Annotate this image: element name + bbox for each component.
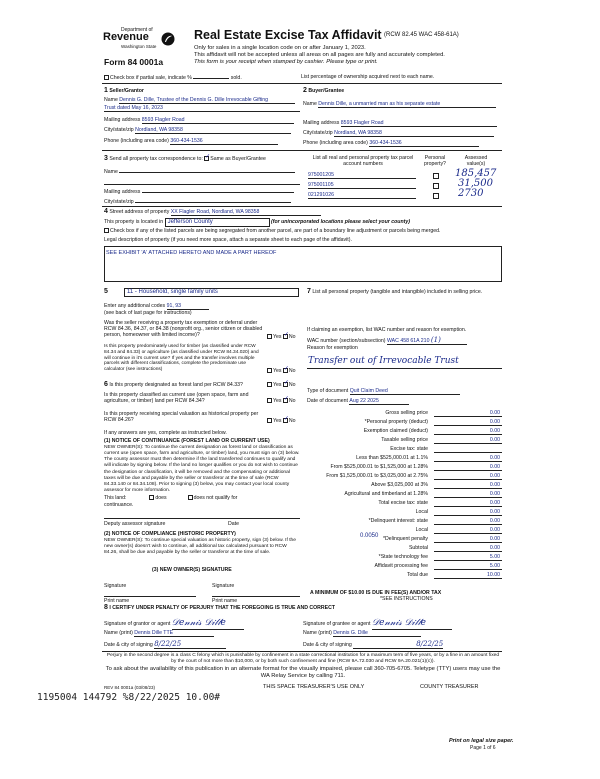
local-rate: 0.0050 xyxy=(360,533,379,539)
doc-type-value[interactable]: Quit Claim Deed xyxy=(350,388,460,395)
tax-row-label: Taxable selling price xyxy=(381,437,428,443)
assessed-value[interactable]: 31,500 xyxy=(458,178,493,189)
header-sub1: Only for sales in a single location code on or after January 1, 2023. xyxy=(194,45,366,51)
exemption-no-checkbox[interactable] xyxy=(283,334,288,339)
buyer-mailing-value[interactable]: 8593 Flagler Road xyxy=(341,120,497,127)
grantor-sig-row xyxy=(104,618,244,630)
seller-city-value[interactable]: Nordland, WA 98358 xyxy=(135,127,291,134)
parcel-row xyxy=(308,188,500,202)
buyer-heading-num: 2 xyxy=(303,87,307,94)
reason-value[interactable]: Transfer out of Irrevocable Trust xyxy=(308,356,459,366)
tax-row xyxy=(310,554,502,563)
tax-row-label: Gross selling price xyxy=(385,410,428,416)
certify-label: I CERTIFY UNDER PENALTY OF PERJURY THAT THE FOREGOING IS TRUE AND CORRECT xyxy=(109,605,336,611)
notice2-title: (2) NOTICE OF COMPLIANCE (HISTORIC PROPERTY) xyxy=(104,531,236,537)
corr-name-row xyxy=(104,168,295,175)
corr-name-label: Name xyxy=(104,169,118,175)
dept-line1: Department of xyxy=(121,27,153,33)
reason-label: Reason for exemption xyxy=(307,345,358,351)
tax-row-value[interactable]: 10.00 xyxy=(434,572,502,579)
buyer-phone-value[interactable]: 360-434-1536 xyxy=(369,140,479,147)
corr-mailing-value[interactable] xyxy=(142,188,294,193)
land-use-select[interactable]: 11 - Household, single family units xyxy=(124,288,299,297)
parcels-col1: List all real and personal property tax parcel account numbers xyxy=(312,155,414,168)
tax-row xyxy=(310,419,502,428)
tax-row-label: Local xyxy=(415,527,428,533)
partial-sale-sold: sold. xyxy=(230,75,242,81)
corr-city-label: City/state/zip xyxy=(104,199,134,205)
perjury-notice: Perjury in the second degree is a class C felony which is punishable by confinement in a state correctional institution for a maximum term of five years, or by a fine in an amount fixed by the court of not more than $10,000, or by both such confinement and fine (RCW 9A.72.030 and RCW 9A.20.021(1)(c)). xyxy=(106,653,500,664)
grantee-date-value[interactable]: 8/22/25 xyxy=(353,640,443,649)
page-number: Page 1 of 6 xyxy=(470,745,496,751)
seller-phone-label: Phone (including area code) xyxy=(104,138,169,144)
timber-no-checkbox[interactable] xyxy=(283,368,288,373)
doc-date-label: Date of document xyxy=(307,398,348,404)
agency-logo xyxy=(103,27,183,57)
legal-description-value: SEE EXHIBIT 'A' ATTACHED HERETO AND MADE A PART HEREOF xyxy=(106,250,277,256)
current-use-question: Is this property classified as current use (open space, farm and agriculture, or timber) land per RCW 84.34? xyxy=(104,392,249,405)
seller-phone-row xyxy=(104,138,278,145)
street-value[interactable]: XX Flagler Road, Nordland, WA 98358 xyxy=(171,209,321,216)
legal-label: Legal description of property (if you need more space, attach a separate sheet to each page of the affidavit). xyxy=(104,237,352,243)
street-row xyxy=(104,208,321,216)
grantor-name-row xyxy=(104,630,214,637)
timber-question: Is this property predominately used for timber (as classified under RCW 84.34 and 84.33) or agriculture (as classified under RCW 84.34.020) and will continue in it's current use? If yes and the transfer involves multiple parcels with different classifications, complete the predominate use calculator (see instructions) xyxy=(104,344,259,372)
deputy-date-label: Date xyxy=(228,521,239,527)
tax-row-value[interactable]: 0.00 xyxy=(434,464,502,471)
additional-codes-value[interactable]: 91, 93 xyxy=(167,303,209,310)
tax-row xyxy=(310,518,502,527)
tax-row-value[interactable]: 0.00 xyxy=(434,509,502,516)
tax-row-label: *State technology fee xyxy=(378,554,428,560)
buyer-name-label: Name xyxy=(303,101,317,107)
land-does-not-checkbox[interactable] xyxy=(188,495,193,500)
additional-codes-label: Enter any additional codes xyxy=(104,303,166,309)
wac-value[interactable] xyxy=(387,336,467,345)
signature-label-2: Signature xyxy=(212,583,235,589)
correspondence-num: 3 xyxy=(104,155,108,162)
same-as-buyer-label: Same as Buyer/Grantee xyxy=(210,156,266,162)
partial-sale-checkbox[interactable] xyxy=(104,75,109,80)
tax-row xyxy=(310,500,502,509)
tax-row-value[interactable] xyxy=(434,446,502,453)
personal-property-label: List all personal property (tangible and intangible) included in selling price. xyxy=(312,289,483,295)
buyer-heading-label: Buyer/Grantee xyxy=(308,88,345,94)
corr-mailing-label: Mailing address xyxy=(104,189,141,195)
legal-description-field[interactable] xyxy=(104,246,502,282)
section8-num: 8 xyxy=(104,604,108,611)
wac-label: WAC number (section/subsection) xyxy=(307,338,386,344)
wac-value-hand: (1) xyxy=(430,336,441,344)
tax-row-value[interactable]: 0.00 xyxy=(434,500,502,507)
tax-row-value[interactable]: 0.00 xyxy=(434,419,502,426)
historic-no-checkbox[interactable] xyxy=(283,418,288,423)
grantee-date-row xyxy=(303,640,443,649)
exemption-yes-no xyxy=(267,334,296,340)
form-title-ref: (RCW 82.45 WAC 458-61A) xyxy=(384,32,459,38)
exemption-claim-label: If claiming an exemption, list WAC number and reason for exemption. xyxy=(307,327,467,333)
notice1-body: NEW OWNER(S): To continue the current designation as forest land or classification as current use (open space, farm and agriculture, or timber) land, you must sign on (3) below. The county assessor must then determine if the land transferred continues to qualify and will indicate by signing below. If the land no longer qualifies or you do not wish to continue the designation or classification, it will be removed and the compensating or additional taxes will be due and payable by the seller or transferor at the time of sale (RCW 84.33.140 or 84.34.108). Prior to signing (3) below, you may contact your local county assessor for more information. xyxy=(104,445,300,493)
deputy-signature-label: Deputy assessor signature xyxy=(104,521,166,527)
section6-num: 6 xyxy=(104,381,108,388)
buyer-heading xyxy=(303,87,344,95)
header-sub2: This affidavit will not be accepted unless all areas on all pages are fully and accurately completed. xyxy=(194,52,445,58)
tax-row-label: *Personal property (deduct) xyxy=(364,419,428,425)
buyer-phone-row xyxy=(303,140,479,147)
segregated-checkbox[interactable] xyxy=(104,228,109,233)
seller-phone-value[interactable]: 360-434-1536 xyxy=(170,138,278,145)
forest-yes-no xyxy=(267,382,296,388)
buyer-mailing-row xyxy=(303,120,497,127)
personal-property-checkbox[interactable] xyxy=(433,173,439,179)
grantee-sig-row xyxy=(303,618,452,630)
tax-row-label: Excise tax: state xyxy=(390,446,428,452)
grantor-date-value[interactable]: 8/22/25 xyxy=(154,640,226,649)
correspondence-row xyxy=(104,155,266,163)
yes-label: Yes xyxy=(273,382,282,388)
tax-row xyxy=(310,437,502,446)
header-sub3: This form is your receipt when stamped by cashier. Please type or print. xyxy=(194,59,378,65)
tax-row-label: Affidavit processing fee xyxy=(374,563,428,569)
forest-no-checkbox[interactable] xyxy=(283,382,288,387)
personal-property-checkbox[interactable] xyxy=(433,193,439,199)
timber-yes-checkbox[interactable] xyxy=(267,368,272,373)
grantor-date-row xyxy=(104,640,226,649)
notice2-body: NEW OWNER(S): To continue special valuation as historic property, sign (3) below. If the new owner(s) doesn't wish to continue, all additional tax calculated pursuant to RCW 84.26, shall be due and payable by the seller or transferor at the time of sale. xyxy=(104,538,296,556)
buyer-city-value[interactable]: Nordland, WA 98358 xyxy=(334,130,494,137)
tax-row-label: Less than $525,000.01 at 1.1% xyxy=(356,455,428,461)
buyer-city-label: City/state/zip xyxy=(303,130,333,136)
current-use-yes-checkbox[interactable] xyxy=(267,398,272,403)
this-land-label: This land: xyxy=(104,495,127,501)
seller-mailing-label: Mailing address xyxy=(104,117,141,123)
forest-question: Is this property designated as forest land per RCW 84.33? xyxy=(109,382,243,388)
print-name-label-1: Print name xyxy=(104,598,130,604)
section7-num: 7 xyxy=(307,288,311,295)
dept-state: Washington State xyxy=(121,44,157,49)
tax-row xyxy=(310,563,502,572)
tax-row-label: Total excise tax: state xyxy=(378,500,428,506)
tax-row xyxy=(310,410,502,419)
buyer-city-row xyxy=(303,130,494,137)
form-number: Form 84 0001a xyxy=(104,57,164,67)
section5-num: 5 xyxy=(104,288,108,295)
parcel-number[interactable]: 975001105 xyxy=(308,182,416,189)
tax-row-label: Local xyxy=(415,509,428,515)
tax-row xyxy=(310,428,502,437)
partial-sale-percent[interactable] xyxy=(193,74,229,79)
timber-yes-no xyxy=(267,368,296,374)
section4-num: 4 xyxy=(104,208,108,215)
buyer-name-row xyxy=(303,101,496,108)
tax-row-label: *Delinquent penalty xyxy=(383,536,428,542)
signature-label-1: Signature xyxy=(104,583,127,589)
seller-heading-label: Seller/Grantor xyxy=(109,88,144,94)
grantee-name-label: Name (print) xyxy=(303,630,332,636)
forest-yes-checkbox[interactable] xyxy=(267,382,272,387)
grantor-date-label: Date & city of signing xyxy=(104,642,153,648)
dept-revenue: Revenue xyxy=(103,31,149,43)
revenue-logo-icon xyxy=(161,32,175,46)
doc-date-row xyxy=(307,398,409,405)
minimum-due-note: A MINIMUM OF $10.00 IS DUE IN FEE(S) AND/OR TAX xyxy=(310,590,442,596)
historic-yes-no xyxy=(267,418,296,424)
tax-row xyxy=(310,509,502,518)
seller-mailing-row xyxy=(104,117,294,124)
tax-row-value[interactable]: 0.00 xyxy=(434,410,502,417)
personal-property-row xyxy=(307,288,503,296)
county-select[interactable]: Jefferson County xyxy=(165,218,270,227)
segregated-label: Check box if any of the listed parcels are being segregated from another parcel, are part of a boundary line adjustment or parcels being merged. xyxy=(110,228,441,234)
partial-sale-label: Check box if partial sale, indicate % xyxy=(110,75,192,81)
grantor-signature[interactable]: 𝒟𝑒𝓃𝓃𝒾𝓈 𝒟𝒾𝓁𝓁𝑒 xyxy=(172,618,244,630)
wac-row xyxy=(307,336,467,345)
parcels-col2: Personal property? xyxy=(424,155,446,168)
certify-row xyxy=(104,604,335,612)
parcel-number[interactable]: 975001205 xyxy=(308,172,416,179)
tax-row-value[interactable]: 0.00 xyxy=(434,536,502,543)
assessed-value[interactable]: 185,457 xyxy=(455,168,497,179)
grantee-signature[interactable]: 𝒟𝑒𝓃𝓃𝒾𝓈 𝒟𝒾𝓁𝓁𝑒 xyxy=(372,618,452,630)
exemption-yes-checkbox[interactable] xyxy=(267,334,272,339)
tax-row-value[interactable]: 5.00 xyxy=(434,554,502,561)
tax-row-value[interactable]: 0.00 xyxy=(434,428,502,435)
land-does-not-label: does not qualify for xyxy=(193,495,238,501)
land-does-label: does xyxy=(155,495,167,501)
corr-mailing-row xyxy=(104,188,294,195)
tax-row-label: Exemption claimed (deduct) xyxy=(363,428,428,434)
grantee-name-value[interactable]: Dennis G. Dille xyxy=(333,630,421,637)
if-yes-note: If any answers are yes, complete as instructed below. xyxy=(104,430,227,436)
tax-row xyxy=(310,473,502,482)
tax-row-label: *Delinquent interest: state xyxy=(368,518,428,524)
corr-city-value[interactable] xyxy=(135,198,291,203)
tax-row-value[interactable]: 0.00 xyxy=(434,455,502,462)
this-land-row xyxy=(104,495,300,501)
current-use-no-checkbox[interactable] xyxy=(283,398,288,403)
cashier-stamp: 1195004 144792 %8/22/2025 10.00# xyxy=(37,692,221,703)
personal-property-checkbox[interactable] xyxy=(433,183,439,189)
seller-heading-num: 1 xyxy=(104,87,108,94)
seller-mailing-value[interactable]: 8593 Flagler Road xyxy=(142,117,294,124)
parcel-number[interactable]: 021291026 xyxy=(308,192,416,199)
tax-row xyxy=(310,491,502,500)
corr-name-line2[interactable] xyxy=(104,180,300,185)
tax-row xyxy=(310,446,502,455)
print-name-label-2: Print name xyxy=(212,598,238,604)
parcels-col3: Assessed value(s) xyxy=(464,155,488,168)
county-row xyxy=(104,218,410,227)
no-label: No xyxy=(288,398,296,404)
exemption-question: Was the seller receiving a property tax exemption or deferral under RCW 84.36, 84.37, or 84.38 (nonprofit org., senior citizen or disabled person, homeowner with limited income)? xyxy=(104,320,263,339)
tax-row xyxy=(310,482,502,491)
no-label: No xyxy=(288,368,296,374)
doc-type-label: Type of document xyxy=(307,388,349,394)
grantor-sig-label: Signature of grantor or agent xyxy=(104,621,171,627)
continuance-label: continuance. xyxy=(104,502,134,508)
see-back-note: (see back of last page for instructions) xyxy=(104,310,192,316)
yes-label: Yes xyxy=(273,398,282,404)
wac-value-text: WAC 458 61A 210 xyxy=(386,338,430,344)
corr-name-value[interactable] xyxy=(119,168,295,173)
tax-row xyxy=(310,455,502,464)
assessed-value[interactable]: 2730 xyxy=(458,188,484,199)
tax-row-value[interactable]: 0.00 xyxy=(434,527,502,534)
tax-row-label: From $1,525,000.01 to $3,025,000 at 2.75% xyxy=(326,473,428,479)
located-label: This property is located in xyxy=(104,219,164,225)
tax-row-value[interactable]: 0.00 xyxy=(434,482,502,489)
revision-code: REV 84 0001a (03/08/23) xyxy=(104,685,156,690)
tax-row-value[interactable]: 0.00 xyxy=(434,491,502,498)
tax-row-value[interactable]: 0.00 xyxy=(434,545,502,552)
form-title: Real Estate Excise Tax Affidavit xyxy=(194,28,382,42)
seller-city-row xyxy=(104,127,291,134)
corr-city-row xyxy=(104,198,291,205)
grantee-sig-label: Signature of grantee or agent xyxy=(303,621,371,627)
segregated-row xyxy=(104,228,440,234)
seller-name-label: Name xyxy=(104,97,118,103)
tax-row-value[interactable]: 0.00 xyxy=(434,473,502,480)
tax-row xyxy=(310,572,502,581)
tax-row-label: Total due xyxy=(406,572,428,578)
seller-city-label: City/state/zip xyxy=(104,127,134,133)
buyer-phone-label: Phone (including area code) xyxy=(303,140,368,146)
grantor-name-label: Name (print) xyxy=(104,630,133,636)
buyer-mailing-label: Mailing address xyxy=(303,120,340,126)
new-owner-signature-title: (3) NEW OWNER(S) SIGNATURE xyxy=(152,567,232,573)
tax-row xyxy=(310,545,502,554)
doc-date-value[interactable]: Aug 22 2025 xyxy=(349,398,409,405)
grantee-date-label: Date & city of signing xyxy=(303,642,352,648)
notice1-title: (1) NOTICE OF CONTINUANCE (FOREST LAND OR CURRENT USE) xyxy=(104,438,270,444)
no-label: No xyxy=(288,418,296,424)
tax-row-label: Above $3,025,000 at 3% xyxy=(371,482,428,488)
current-use-yes-no xyxy=(267,398,296,404)
seller-heading xyxy=(104,87,144,95)
no-label: No xyxy=(288,382,296,388)
seller-name-row xyxy=(104,97,300,104)
seller-name-value[interactable]: Dennis G. Dille, Trustee of the Dennis G. Dille Irrevocable Gifting xyxy=(119,97,295,104)
unincorporated-note: (for unincorporated locations please select your county) xyxy=(271,219,410,225)
see-instructions-note: *SEE INSTRUCTIONS xyxy=(380,596,433,602)
tax-row xyxy=(310,527,502,536)
land-does-checkbox[interactable] xyxy=(149,495,154,500)
grantee-name-row xyxy=(303,630,421,637)
alt-format-notice: To ask about the availability of this publication in an alternate format for the visually impaired, please call 360-705-6705. Teletype (TTY) users may use the WA Relay Service by calling 711. xyxy=(105,666,501,679)
tax-row xyxy=(310,536,502,545)
no-label: No xyxy=(288,334,296,340)
street-label: Street address of property xyxy=(109,209,170,215)
tax-row-label: Agricultural and timberland at 1.28% xyxy=(344,491,428,497)
same-as-buyer-checkbox[interactable] xyxy=(204,156,209,161)
ownership-note: List percentage of ownership acquired next to each name. xyxy=(301,74,435,80)
grantor-name-value[interactable]: Dennis Dille TTE xyxy=(134,630,214,637)
tax-row xyxy=(310,464,502,473)
historic-question: Is this property receiving special valuation as historical property per RCW 84.26? xyxy=(104,411,259,424)
historic-yes-checkbox[interactable] xyxy=(267,418,272,423)
doc-type-row xyxy=(307,388,460,395)
yes-label: Yes xyxy=(273,334,282,340)
seller-name-value-2[interactable]: Trust dated May 16, 2023 xyxy=(104,105,300,112)
tax-row-value[interactable]: 0.00 xyxy=(434,437,502,444)
buyer-name-value[interactable]: Dennis Dille, a unmarried man as his separate estate xyxy=(318,101,496,108)
tax-row-label: Subtotal xyxy=(408,545,428,551)
yes-label: Yes xyxy=(273,368,282,374)
correspondence-label: Send all property tax correspondence to: xyxy=(109,156,203,162)
county-treasurer-label: COUNTY TREASURER xyxy=(420,684,479,690)
legal-size-note: Print on legal size paper. xyxy=(449,738,514,744)
yes-label: Yes xyxy=(273,418,282,424)
partial-sale-row xyxy=(104,74,242,81)
tax-row-label: From $525,000.01 to $1,525,000 at 1.28% xyxy=(330,464,428,470)
tax-row-value[interactable]: 5.00 xyxy=(434,563,502,570)
tax-row-value[interactable]: 0.00 xyxy=(434,518,502,525)
treasurer-only-label: THIS SPACE TREASURER'S USE ONLY xyxy=(263,684,365,690)
